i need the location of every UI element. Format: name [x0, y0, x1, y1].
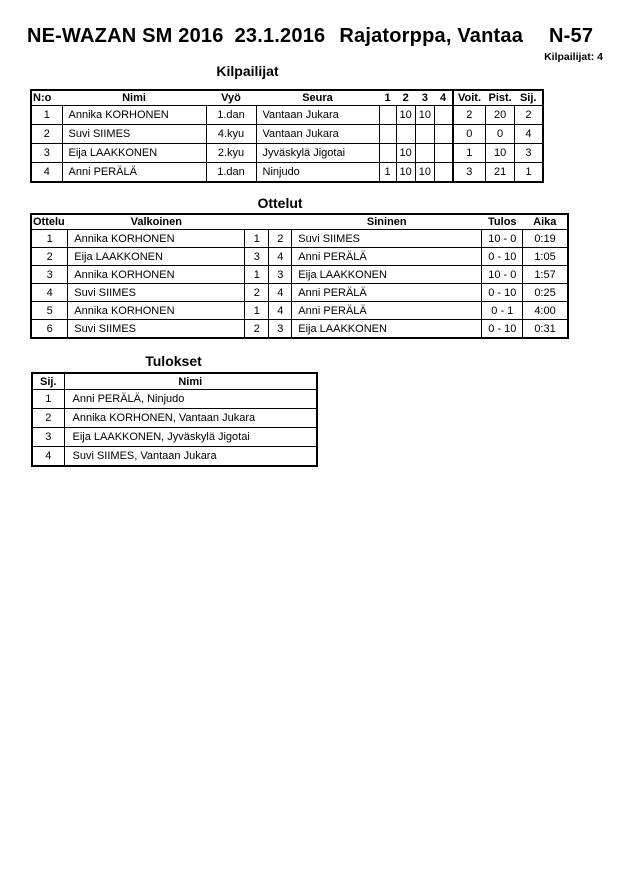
- cell-sininen-no: 2: [269, 230, 292, 248]
- col-header-aika: Aika: [523, 214, 568, 230]
- cell-match-no: 6: [31, 320, 68, 339]
- cell-round-3: 10: [415, 163, 434, 183]
- col-header-voit: Voit.: [453, 90, 486, 106]
- cell-valkoinen: Annika KORHONEN: [68, 302, 245, 320]
- col-header-vyo: Vyö: [206, 90, 256, 106]
- cell-sij: 1: [515, 163, 543, 183]
- cell-tulos: 10 - 0: [482, 266, 523, 284]
- cell-sij: 2: [32, 409, 64, 428]
- cell-sininen-no: 4: [269, 302, 292, 320]
- table-row: [32, 390, 317, 409]
- competitor-count-label: Kilpailijat: 4: [544, 51, 603, 63]
- cell-vyo: 1.dan: [206, 163, 256, 183]
- cell-tulos: 0 - 10: [482, 320, 523, 339]
- col-header-valkoinen: Valkoinen: [68, 214, 245, 230]
- cell-sininen-no: 4: [269, 248, 292, 266]
- cell-round-4: [435, 163, 453, 183]
- table-row: [31, 284, 568, 302]
- cell-voit: 2: [453, 106, 486, 125]
- ottelut-header-row: [31, 214, 568, 230]
- cell-sininen-no: 4: [269, 284, 292, 302]
- cell-vyo: 1.dan: [206, 106, 256, 125]
- cell-match-no: 3: [31, 266, 68, 284]
- cell-vyo: 2.kyu: [206, 144, 256, 163]
- cell-sininen-no: 3: [269, 320, 292, 339]
- table-row: [32, 428, 317, 447]
- table-row: [31, 125, 543, 144]
- cell-valkoinen: Annika KORHONEN: [68, 266, 245, 284]
- kilpailijat-header-row: [31, 90, 543, 106]
- table-row: [32, 447, 317, 467]
- cell-sininen: Suvi SIIMES: [292, 230, 482, 248]
- table-row: [31, 144, 543, 163]
- cell-no: 4: [31, 163, 62, 183]
- cell-nimi: Annika KORHONEN, Vantaan Jukara: [64, 409, 317, 428]
- cell-seura: Vantaan Jukara: [256, 125, 379, 144]
- cell-tulos: 0 - 1: [482, 302, 523, 320]
- cell-round-1: [379, 125, 396, 144]
- cell-seura: Vantaan Jukara: [256, 106, 379, 125]
- col-header-spacer: [269, 214, 292, 230]
- cell-aika: 0:25: [523, 284, 568, 302]
- cell-seura: Jyväskylä Jigotai: [256, 144, 379, 163]
- col-header-pist: Pist.: [486, 90, 515, 106]
- tulokset-section-title: Tulokset: [145, 353, 202, 369]
- cell-vyo: 4.kyu: [206, 125, 256, 144]
- cell-round-2: 10: [396, 106, 415, 125]
- cell-sij: 3: [32, 428, 64, 447]
- cell-round-2: [396, 125, 415, 144]
- cell-round-1: [379, 144, 396, 163]
- ottelut-table: [30, 213, 569, 339]
- cell-pist: 10: [486, 144, 515, 163]
- cell-sij: 1: [32, 390, 64, 409]
- cell-round-4: [435, 106, 453, 125]
- cell-sij: 3: [515, 144, 543, 163]
- col-header-round-3: 3: [415, 90, 434, 106]
- cell-nimi: Eija LAAKKONEN, Jyväskylä Jigotai: [64, 428, 317, 447]
- cell-round-3: [415, 144, 434, 163]
- cell-match-no: 5: [31, 302, 68, 320]
- cell-sininen: Anni PERÄLÄ: [292, 284, 482, 302]
- kilpailijat-section-title: Kilpailijat: [216, 63, 279, 79]
- cell-aika: 1:57: [523, 266, 568, 284]
- cell-nimi: Eija LAAKKONEN: [62, 144, 206, 163]
- cell-sininen: Anni PERÄLÄ: [292, 302, 482, 320]
- page-title: [27, 25, 593, 47]
- col-header-sininen: Sininen: [292, 214, 482, 230]
- table-row: [31, 266, 568, 284]
- cell-voit: 3: [453, 163, 486, 183]
- cell-sij: 2: [515, 106, 543, 125]
- cell-no: 3: [31, 144, 62, 163]
- cell-valkoinen-no: 1: [245, 266, 269, 284]
- cell-match-no: 1: [31, 230, 68, 248]
- cell-nimi: Suvi SIIMES: [62, 125, 206, 144]
- cell-voit: 0: [453, 125, 486, 144]
- cell-valkoinen: Eija LAAKKONEN: [68, 248, 245, 266]
- cell-valkoinen-no: 2: [245, 284, 269, 302]
- cell-sininen: Anni PERÄLÄ: [292, 248, 482, 266]
- cell-aika: 0:31: [523, 320, 568, 339]
- cell-tulos: 10 - 0: [482, 230, 523, 248]
- cell-no: 2: [31, 125, 62, 144]
- col-header-tulos: Tulos: [482, 214, 523, 230]
- cell-valkoinen: Annika KORHONEN: [68, 230, 245, 248]
- cell-tulos: 0 - 10: [482, 284, 523, 302]
- cell-sininen: Eija LAAKKONEN: [292, 320, 482, 339]
- table-row: [31, 248, 568, 266]
- col-header-round-1: 1: [379, 90, 396, 106]
- kilpailijat-table: [30, 89, 544, 183]
- cell-nimi: Anni PERÄLÄ, Ninjudo: [64, 390, 317, 409]
- cell-match-no: 2: [31, 248, 68, 266]
- cell-aika: 1:05: [523, 248, 568, 266]
- cell-pist: 20: [486, 106, 515, 125]
- col-header-spacer: [245, 214, 269, 230]
- cell-tulos: 0 - 10: [482, 248, 523, 266]
- cell-nimi: Anni PERÄLÄ: [62, 163, 206, 183]
- cell-round-4: [435, 144, 453, 163]
- table-row: [31, 163, 543, 183]
- cell-valkoinen: Suvi SIIMES: [68, 320, 245, 339]
- col-header-sij: Sij.: [32, 373, 64, 390]
- cell-round-1: [379, 106, 396, 125]
- col-header-round-2: 2: [396, 90, 415, 106]
- ottelut-section-title: Ottelut: [257, 195, 303, 211]
- cell-round-2: 10: [396, 163, 415, 183]
- title-event: NE-WAZAN SM 2016: [27, 25, 224, 47]
- cell-valkoinen-no: 3: [245, 248, 269, 266]
- cell-round-2: 10: [396, 144, 415, 163]
- cell-round-3: [415, 125, 434, 144]
- cell-match-no: 4: [31, 284, 68, 302]
- cell-pist: 0: [486, 125, 515, 144]
- col-header-seura: Seura: [256, 90, 379, 106]
- cell-aika: 0:19: [523, 230, 568, 248]
- tulokset-table: [31, 372, 318, 467]
- cell-nimi: Annika KORHONEN: [62, 106, 206, 125]
- cell-seura: Ninjudo: [256, 163, 379, 183]
- col-header-nimi: Nimi: [64, 373, 317, 390]
- cell-valkoinen-no: 1: [245, 230, 269, 248]
- cell-voit: 1: [453, 144, 486, 163]
- cell-sininen-no: 3: [269, 266, 292, 284]
- tulokset-header-row: [32, 373, 317, 390]
- cell-round-4: [435, 125, 453, 144]
- cell-sij: 4: [515, 125, 543, 144]
- col-header-round-4: 4: [435, 90, 453, 106]
- cell-round-1: 1: [379, 163, 396, 183]
- col-header-ottelu: Ottelu: [31, 214, 68, 230]
- title-venue: Rajatorppa, Vantaa: [339, 25, 524, 47]
- table-row: [31, 106, 543, 125]
- cell-round-3: 10: [415, 106, 434, 125]
- cell-aika: 4:00: [523, 302, 568, 320]
- title-weight-class: N-57: [549, 25, 594, 47]
- col-header-nimi: Nimi: [62, 90, 206, 106]
- cell-no: 1: [31, 106, 62, 125]
- cell-nimi: Suvi SIIMES, Vantaan Jukara: [64, 447, 317, 467]
- col-header-sij: Sij.: [515, 90, 543, 106]
- col-header-no: N:o: [31, 90, 62, 106]
- cell-pist: 21: [486, 163, 515, 183]
- table-row: [31, 302, 568, 320]
- title-date: 23.1.2016: [234, 25, 326, 47]
- cell-sininen: Eija LAAKKONEN: [292, 266, 482, 284]
- cell-valkoinen: Suvi SIIMES: [68, 284, 245, 302]
- cell-sij: 4: [32, 447, 64, 467]
- cell-valkoinen-no: 2: [245, 320, 269, 339]
- table-row: [31, 320, 568, 339]
- table-row: [31, 230, 568, 248]
- table-row: [32, 409, 317, 428]
- cell-valkoinen-no: 1: [245, 302, 269, 320]
